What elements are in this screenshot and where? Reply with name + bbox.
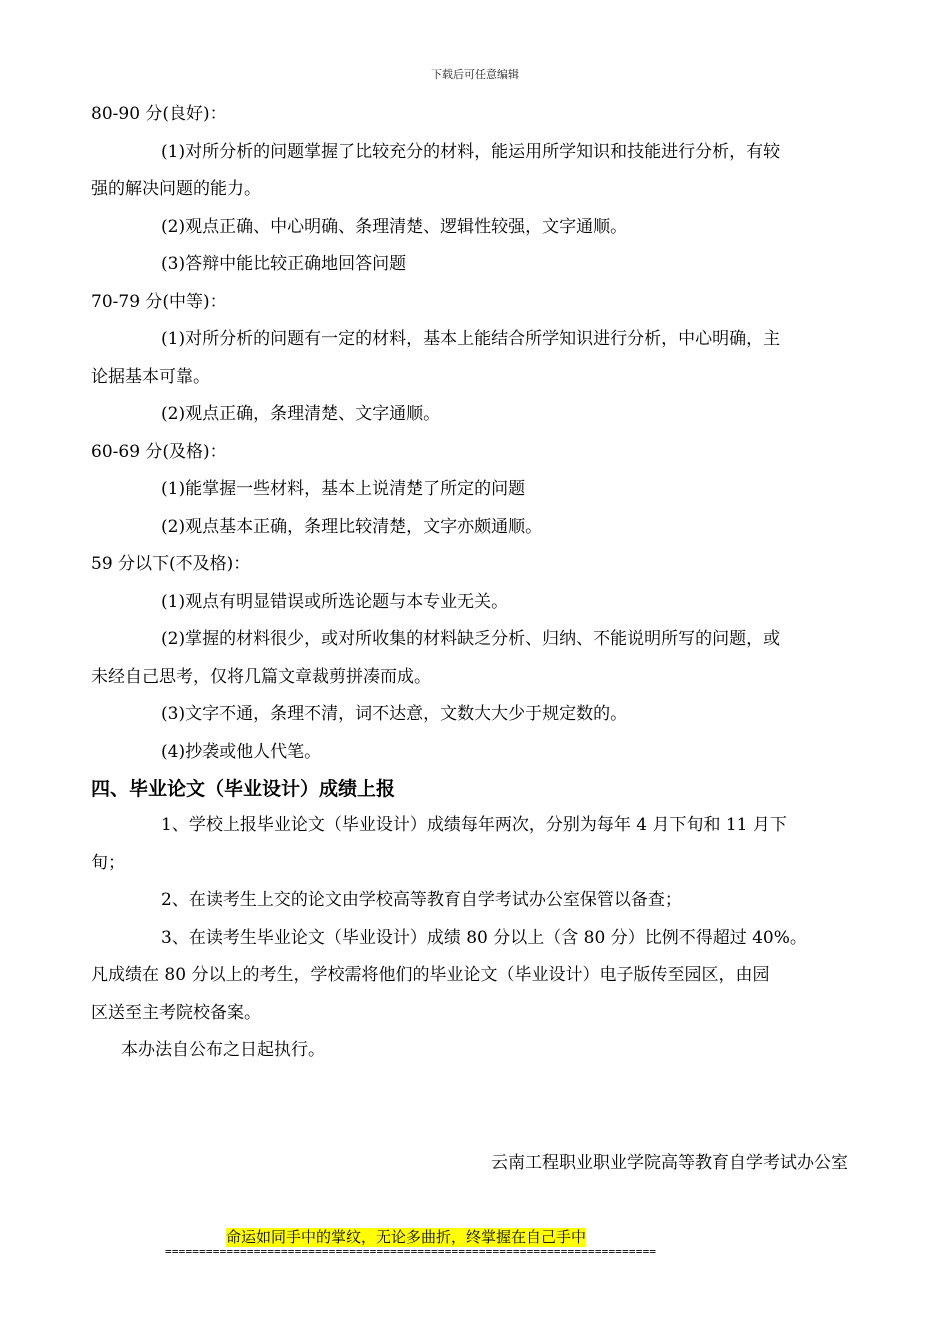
grade-good-item-2: (2)观点正确、中心明确、条理清楚、逻辑性较强，文字通顺。 <box>161 216 628 237</box>
report-paragraph-3-cont-2: 区送至主考院校备案。 <box>91 1002 261 1023</box>
grade-medium-item-1-cont: 论据基本可靠。 <box>91 366 210 387</box>
grade-fail-item-1: (1)观点有明显错误或所选论题与本专业无关。 <box>161 591 509 612</box>
grade-good-item-1: (1)对所分析的问题掌握了比较充分的材料，能运用所学知识和技能进行分析，有较 <box>161 141 781 162</box>
report-paragraph-1: 1、学校上报毕业论文（毕业设计）成绩每年两次，分别为每年 4 月下旬和 11 月下 <box>161 815 787 835</box>
footer-rule: ======================================================================== <box>165 1245 657 1258</box>
grade-fail-title: 59 分以下(不及格)： <box>91 554 251 574</box>
page-header-note: 下载后可任意编辑 <box>431 68 519 81</box>
grade-good-item-3: (3)答辩中能比较正确地回答问题 <box>161 254 407 274</box>
report-paragraph-3: 3、在读考生毕业论文（毕业设计）成绩 80 分以上（含 80 分）比例不得超过 40%。 <box>161 927 807 948</box>
closing-statement: 本办法自公布之日起执行。 <box>121 1040 325 1060</box>
grade-pass-item-2: (2)观点基本正确，条理比较清楚，文字亦颇通顺。 <box>161 516 543 537</box>
document-body <box>91 96 861 1070</box>
grade-fail-item-3: (3)文字不通，条理不清，词不达意，文数大大少于规定数的。 <box>161 704 628 724</box>
report-paragraph-1-cont: 旬； <box>91 852 125 873</box>
signature-office: 云南工程职业职业学院高等教育自学考试办公室 <box>491 1153 848 1173</box>
grade-medium-item-1: (1)对所分析的问题有一定的材料，基本上能结合所学知识进行分析，中心明确，主 <box>161 329 781 349</box>
grade-pass-item-1: (1)能掌握一些材料，基本上说清楚了所定的问题 <box>161 479 526 499</box>
grade-medium-item-2: (2)观点正确，条理清楚、文字通顺。 <box>161 404 441 424</box>
grade-fail-item-4: (4)抄袭或他人代笔。 <box>161 741 322 762</box>
section-heading-report: 四、毕业论文（毕业设计）成绩上报 <box>91 778 396 800</box>
grade-medium-title: 70-79 分(中等)： <box>91 291 227 312</box>
grade-fail-item-2-cont: 未经自己思考，仅将几篇文章裁剪拼凑而成。 <box>91 666 431 687</box>
grade-good-item-1-cont: 强的解决问题的能力。 <box>91 179 261 199</box>
report-paragraph-2: 2、在读考生上交的论文由学校高等教育自学考试办公室保管以备查； <box>161 890 682 910</box>
grade-fail-item-2: (2)掌握的材料很少，或对所收集的材料缺乏分析、归纳、不能说明所写的问题，或 <box>161 629 781 649</box>
footer-motto: 命运如同手中的掌纹，无论多曲折，终掌握在自己手中 <box>226 1228 587 1246</box>
report-paragraph-3-cont: 凡成绩在 80 分以上的考生，学校需将他们的毕业论文（毕业设计）电子版传至园区，由园 <box>91 965 770 985</box>
grade-pass-title: 60-69 分(及格)： <box>91 441 227 462</box>
grade-good-title: 80-90 分(良好)： <box>91 104 227 124</box>
